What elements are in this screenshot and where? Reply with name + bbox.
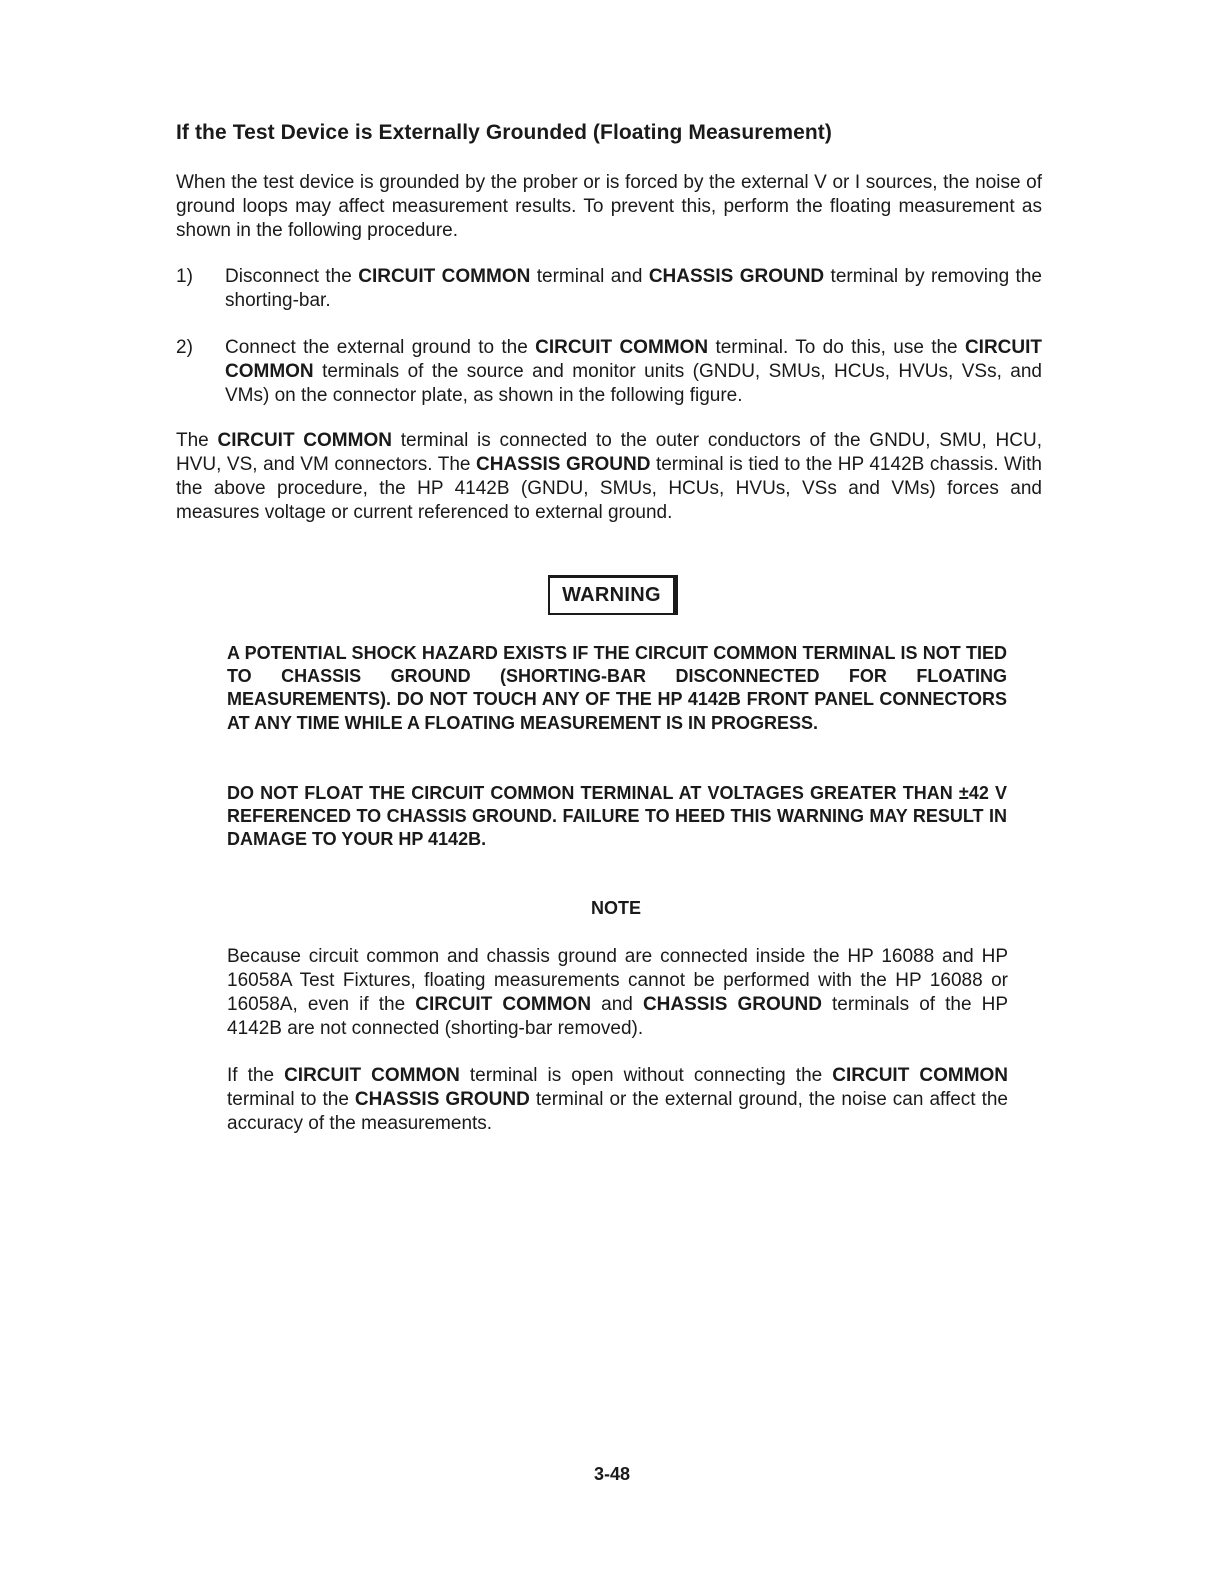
term-circuit-common: CIRCUIT COMMON — [217, 430, 392, 451]
procedure-step-1 — [176, 265, 1042, 315]
terminal-paragraph: The CIRCUIT COMMON terminal is connected to the outer conductors of the GNDU, SMU, HCU, HVU, VS, and VM connectors. The CHASSIS GROUND terminal is tied to the HP 4142B chassis. With the above procedure, the HP 4142B (GNDU, SMUs, HCUs, HVUs, VSs and VMs) forces and measures voltage or current referenced to external ground. — [176, 430, 1042, 523]
term-chassis-ground: CHASSIS GROUND — [476, 454, 651, 475]
step-number: 2) — [176, 337, 193, 358]
warning-label: WARNING — [562, 584, 661, 606]
term-chassis-ground: CHASSIS GROUND — [642, 994, 822, 1015]
term-circuit-common: CIRCUIT COMMON — [284, 1065, 460, 1086]
step-number: 1) — [176, 266, 193, 287]
warning-paragraph-2: DO NOT FLOAT THE CIRCUIT COMMON TERMINAL AT VOLTAGES GREATER THAN ±42 V REFERENCED TO CHASSIS GROUND. FAILURE TO HEED THIS WARNING MAY RESULT IN DAMAGE TO YOUR HP 4142B. — [227, 783, 1007, 850]
page-number: 3-48 — [593, 1464, 631, 1484]
note-label: NOTE — [590, 898, 641, 918]
term-circuit-common: CIRCUIT COMMON — [535, 337, 709, 358]
procedure-step-2 — [176, 336, 1042, 411]
term-chassis-ground: CHASSIS GROUND — [648, 266, 825, 287]
step-text: Disconnect the CIRCUIT COMMON terminal and CHASSIS GROUND terminal by removing the shorting-bar. — [225, 266, 1042, 311]
step-text: Connect the external ground to the CIRCUIT COMMON terminal. To do this, use the CIRCUIT COMMON terminals of the source and monitor units (GNDU, SMUs, HCUs, HVUs, VSs, and VMs) on the connector plate, as shown in the following figure. — [225, 337, 1043, 406]
term-circuit-common: CIRCUIT COMMON — [358, 266, 531, 287]
warning-paragraph-1: A POTENTIAL SHOCK HAZARD EXISTS IF THE CIRCUIT COMMON TERMINAL IS NOT TIED TO CHASSIS GROUND (SHORTING-BAR DISCONNECTED FOR FLOATING MEASUREMENTS). DO NOT TOUCH ANY OF THE HP 4142B FRONT PANEL CONNECTORS AT ANY TIME WHILE A FLOATING MEASUREMENT IS IN PROGRESS. — [227, 643, 1007, 733]
intro-paragraph: When the test device is grounded by the prober or is forced by the external V or I sources, the noise of ground loops may affect measurement results. To prevent this, perform the floating measurement as shown in the following procedure. — [176, 172, 1042, 241]
note-paragraph-1: Because circuit common and chassis ground are connected inside the HP 16088 and HP 16058A Test Fixtures, floating measurements cannot be performed with the HP 16088 or 16058A, even if the CIRCUIT COMMON and CHASSIS GROUND terminals of the HP 4142B are not connected (shorting-bar removed). — [227, 946, 1009, 1039]
term-circuit-common: CIRCUIT COMMON — [225, 337, 1043, 382]
term-chassis-ground: CHASSIS GROUND — [354, 1089, 530, 1110]
term-circuit-common: CIRCUIT COMMON — [832, 1065, 1009, 1086]
term-circuit-common: CIRCUIT COMMON — [415, 994, 592, 1015]
note-paragraph-2: If the CIRCUIT COMMON terminal is open without connecting the CIRCUIT COMMON terminal to the CHASSIS GROUND terminal or the external ground, the noise can affect the accuracy of the measurements. — [227, 1065, 1009, 1134]
warning-badge — [548, 575, 678, 615]
section-heading: If the Test Device is Externally Grounded (Floating Measurement) — [176, 121, 832, 144]
